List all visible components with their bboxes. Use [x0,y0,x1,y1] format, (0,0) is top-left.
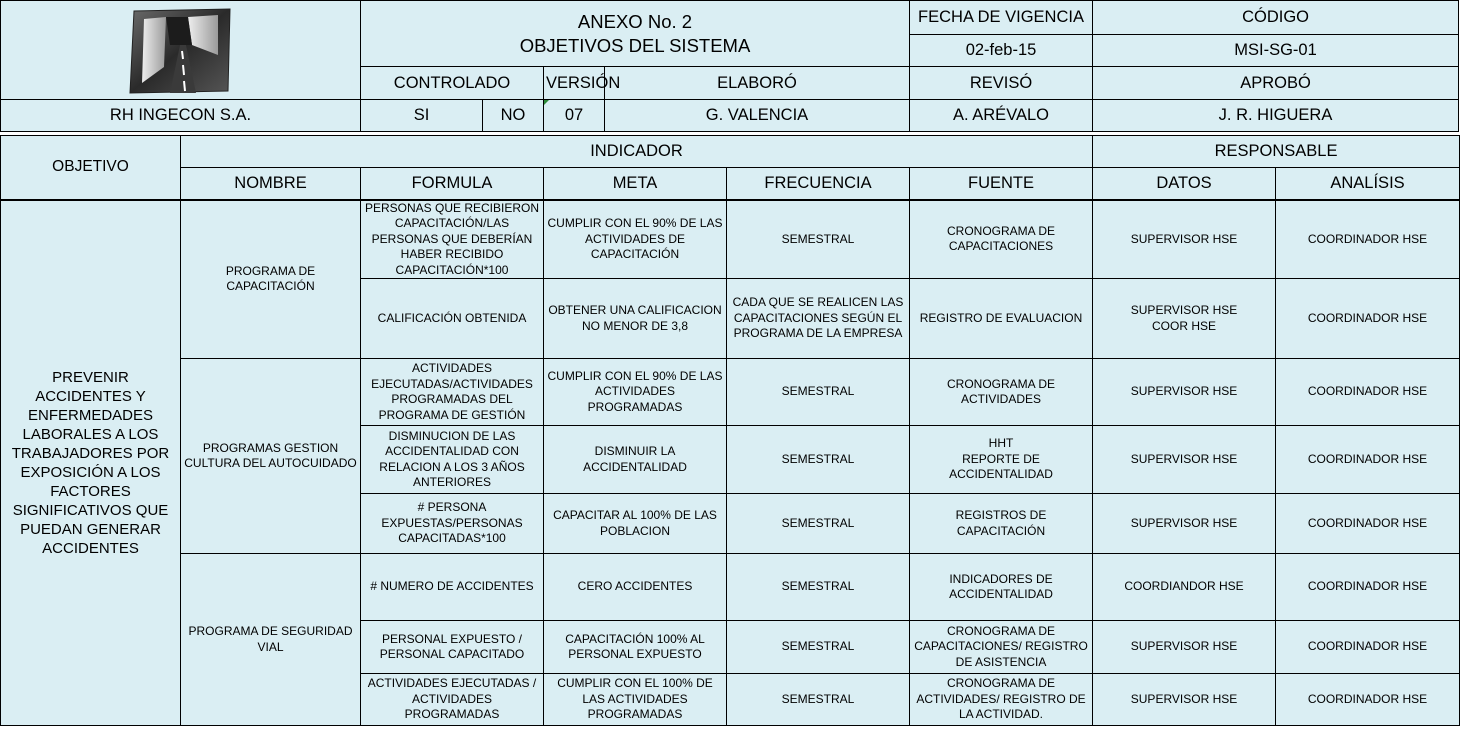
formula-cell: ACTIVIDADES EJECUTADAS/ACTIVIDADES PROGRAMADAS DEL PROGRAMA DE GESTIÓN [361,359,544,426]
reviso-label: REVISÓ [910,67,1093,100]
analisis-cell: COORDINADOR HSE [1276,621,1460,674]
meta-cell: CAPACITACIÓN 100% AL PERSONAL EXPUESTO [544,621,727,674]
program-name: PROGRAMA DE SEGURIDAD VIAL [181,554,361,726]
codigo-value: MSI-SG-01 [1093,35,1459,67]
controlado-no: NO [483,100,544,132]
datos-cell: SUPERVISOR HSE [1093,674,1276,726]
company-logo-icon [126,5,236,95]
datos-cell: SUPERVISOR HSE [1093,621,1276,674]
datos-cell: COORDIANDOR HSE [1093,554,1276,621]
title-line-2: OBJETIVOS DEL SISTEMA [519,34,751,56]
analisis-cell: COORDINADOR HSE [1276,494,1460,554]
program-name: PROGRAMAS GESTION CULTURA DEL AUTOCUIDADO [181,359,361,554]
fuente-cell: CRONOGRAMA DE CAPACITACIONES [910,200,1093,279]
objective-text: PREVENIR ACCIDENTES Y ENFERMEDADES LABORALES A LOS TRABAJADORES POR EXPOSICIÓN A LOS FACTORES SIGNIFICATIVOS QUE PUEDAN GENERAR ACCIDENTES [1,200,181,726]
col-fuente: FUENTE [910,168,1093,200]
meta-cell: CAPACITAR AL 100% DE LAS POBLACION [544,494,727,554]
analisis-cell: COORDINADOR HSE [1276,200,1460,279]
codigo-label: CÓDIGO [1093,1,1459,35]
document-title [361,1,910,67]
fuente-cell: REGISTRO DE EVALUACION [910,279,1093,359]
elaboro-label: ELABORÓ [605,67,910,100]
frecuencia-cell: SEMESTRAL [727,554,910,621]
objectives-sheet [0,0,1459,132]
elaboro-value: G. VALENCIA [605,100,910,132]
title-line-1: ANEXO No. 2 [577,10,693,32]
indicators-table [0,135,1460,726]
formula-cell: DISMINUCION DE LAS ACCIDENTALIDAD CON RELACION A LOS 3 AÑOS ANTERIORES [361,426,544,494]
logo-cell [1,1,361,100]
fuente-cell: CRONOGRAMA DE CAPACITACIONES/ REGISTRO DE ASISTENCIA [910,621,1093,674]
frecuencia-cell: SEMESTRAL [727,426,910,494]
col-datos: DATOS [1093,168,1276,200]
formula-cell: # NUMERO DE ACCIDENTES [361,554,544,621]
analisis-cell: COORDINADOR HSE [1276,426,1460,494]
company-name: RH INGECON S.A. [1,100,361,132]
formula-cell: CALIFICACIÓN OBTENIDA [361,279,544,359]
program-name: PROGRAMA DE CAPACITACIÓN [181,200,361,359]
fuente-cell: CRONOGRAMA DE ACTIVIDADES/ REGISTRO DE LA ACTIVIDAD. [910,674,1093,726]
fecha-label: FECHA DE VIGENCIA [910,1,1093,35]
meta-cell: OBTENER UNA CALIFICACION NO MENOR DE 3,8 [544,279,727,359]
formula-cell: ACTIVIDADES EJECUTADAS / ACTIVIDADES PROGRAMADAS [361,674,544,726]
datos-cell: SUPERVISOR HSE [1093,494,1276,554]
fecha-value: 02-feb-15 [910,35,1093,67]
col-frecuencia: FRECUENCIA [727,168,910,200]
col-formula: FORMULA [361,168,544,200]
meta-cell: CUMPLIR CON EL 90% DE LAS ACTIVIDADES DE CAPACITACIÓN [544,200,727,279]
analisis-cell: COORDINADOR HSE [1276,674,1460,726]
analisis-cell: COORDINADOR HSE [1276,279,1460,359]
formula-cell: # PERSONA EXPUESTAS/PERSONAS CAPACITADAS*100 [361,494,544,554]
datos-cell: SUPERVISOR HSE [1093,426,1276,494]
frecuencia-cell: SEMESTRAL [727,674,910,726]
col-analisis: ANALÍSIS [1276,168,1460,200]
meta-cell: CUMPLIR CON EL 100% DE LAS ACTIVIDADES PROGRAMADAS [544,674,727,726]
frecuencia-cell: CADA QUE SE REALICEN LAS CAPACITACIONES SEGÚN EL PROGRAMA DE LA EMPRESA [727,279,910,359]
fuente-cell: REGISTROS DE CAPACITACIÓN [910,494,1093,554]
aprobo-value: J. R. HIGUERA [1093,100,1459,132]
fuente-cell: HHT REPORTE DE ACCIDENTALIDAD [910,426,1093,494]
datos-cell: SUPERVISOR HSE [1093,359,1276,426]
col-nombre: NOMBRE [181,168,361,200]
fuente-cell: INDICADORES DE ACCIDENTALIDAD [910,554,1093,621]
analisis-cell: COORDINADOR HSE [1276,359,1460,426]
datos-cell: SUPERVISOR HSE [1093,200,1276,279]
formula-cell: PERSONAL EXPUESTO / PERSONAL CAPACITADO [361,621,544,674]
frecuencia-cell: SEMESTRAL [727,494,910,554]
meta-cell: CERO ACCIDENTES [544,554,727,621]
fuente-cell: CRONOGRAMA DE ACTIVIDADES [910,359,1093,426]
frecuencia-cell: SEMESTRAL [727,359,910,426]
version-value: 07 [544,100,605,132]
meta-cell: CUMPLIR CON EL 90% DE LAS ACTIVIDADES PROGRAMADAS [544,359,727,426]
col-meta: META [544,168,727,200]
formula-cell: PERSONAS QUE RECIBIERON CAPACITACIÓN/LAS PERSONAS QUE DEBERÍAN HABER RECIBIDO CAPACITACIÓN*100 [361,200,544,279]
col-indicador: INDICADOR [181,136,1093,168]
meta-cell: DISMINUIR LA ACCIDENTALIDAD [544,426,727,494]
datos-cell: SUPERVISOR HSE COOR HSE [1093,279,1276,359]
controlado-label: CONTROLADO [361,67,544,100]
col-responsable: RESPONSABLE [1093,136,1460,168]
analisis-cell: COORDINADOR HSE [1276,554,1460,621]
controlado-si: SI [361,100,483,132]
col-objetivo: OBJETIVO [1,136,181,200]
frecuencia-cell: SEMESTRAL [727,621,910,674]
aprobo-label: APROBÓ [1093,67,1459,100]
reviso-value: A. ARÉVALO [910,100,1093,132]
version-label: VERSIÓN [544,67,605,100]
frecuencia-cell: SEMESTRAL [727,200,910,279]
